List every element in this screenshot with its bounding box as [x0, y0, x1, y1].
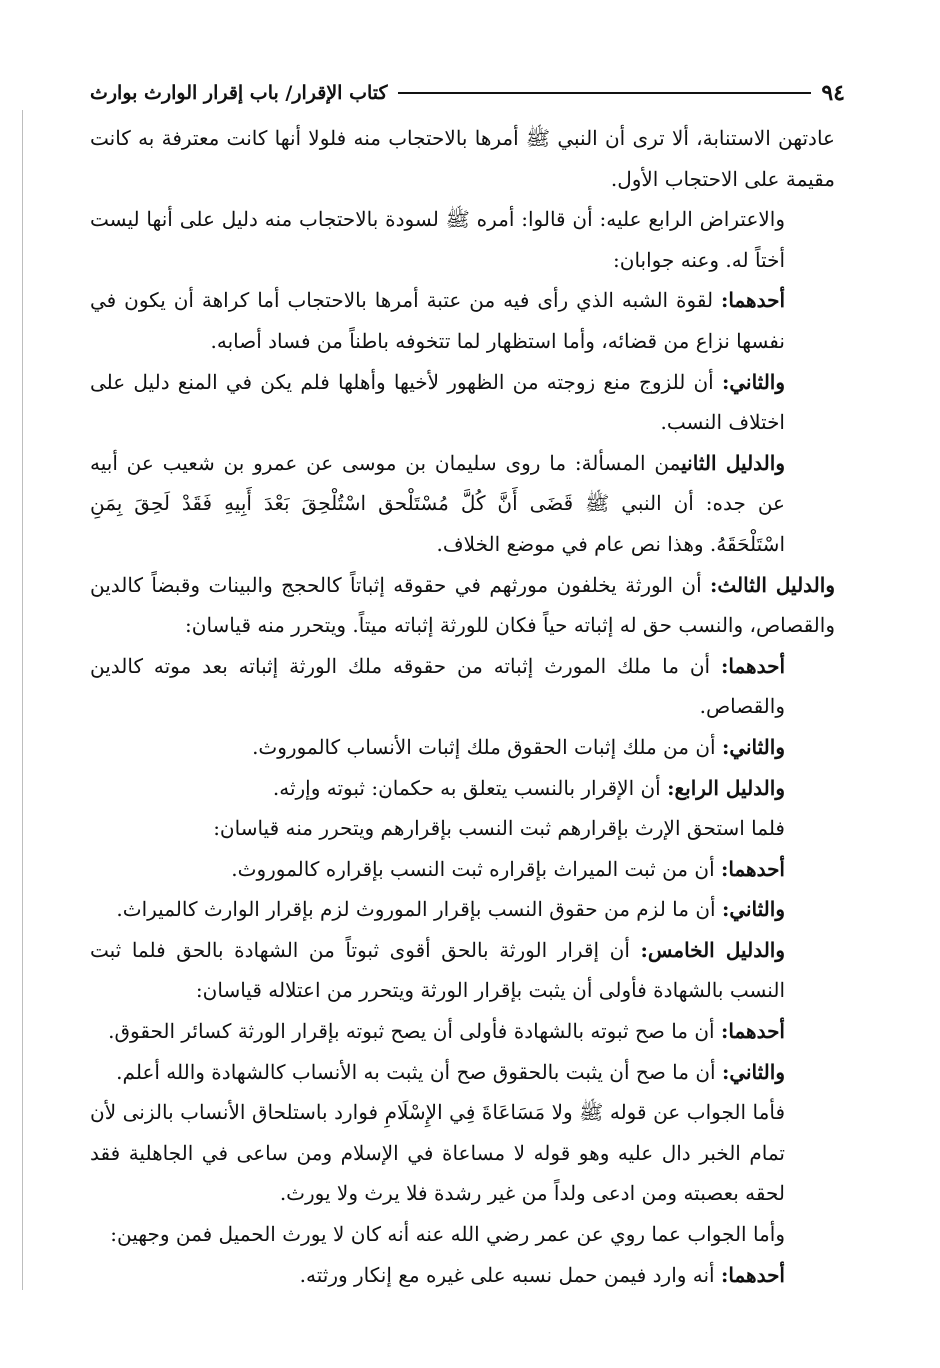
header-rule	[398, 92, 812, 94]
paragraph-head: أحدهما:	[720, 1262, 785, 1287]
paragraph: والثاني: أن من ملك إثبات الحقوق ملك إثبات الأنساب كالموروث.	[252, 734, 785, 759]
page-header	[90, 78, 845, 108]
paragraph: والدليل الثانيمن المسألة: ما روى سليمان بن موسى عن عمرو بن شعيب عن أبيه عن جده: أن النبي ﷺ قَضَى أَنَّ كُلَّ مُسْتَلْحق اسْتُلْحِقَ بَعْدَ أَبِيهِ فَقَدْ لَحِقَ بِمَنِ اسْتَلْحَقَهُ. وهذا نص عام في موضع الخلاف.	[90, 450, 785, 556]
paragraph-head: والثاني:	[721, 897, 785, 922]
paragraph-head: والدليل الثالث:	[710, 572, 835, 597]
paragraph: والثاني: أن للزوج منع زوجته من الظهور لأخيها وأهلها فلم يكن في المنع دليل على اختلاف النسب.	[90, 369, 786, 435]
paragraph: والثاني: أن ما لزم من حقوق النسب بإقرار الموروث لزم بإقرار الوارث كالميراث.	[116, 897, 785, 922]
paragraph: أحدهما: أنه وارد فيمن حمل نسبه على غيره مع إنكار ورثته.	[299, 1262, 785, 1287]
paragraph: والثاني: أن ما صح أن يثبت بالحقوق صح أن يثبت به الأنساب كالشهادة والله أعلم.	[116, 1059, 785, 1084]
paragraph: أحدهما: لقوة الشبه الذي رأى فيه من عتبة أمرها بالاحتجاب أما كراهة أن يكون في نفسها نزاع من قضائه، وأما استظهار لما تتخوفه باطناً من فساد أصابه.	[90, 288, 786, 353]
paragraph: عادتهن الاستنابة، ألا ترى أن النبي ﷺ أمرها بالاحتجاب منه فلولا أنها كانت معترفة به كانت مقيمة على الاحتجاب الأول.	[90, 126, 835, 191]
paragraph: فأما الجواب عن قوله ﷺ ولا مَسَاعَاةَ فِي الإِسْلَامِ فوارد باستلحاق الأنساب بالزنى لأن تمام الخبر دال عليه وهو قوله لا مساعاة في الإسلام ومن ساعى في الجاهلية فقد لحقه بعصبته ومن ادعى ولداً من غير رشدة فلا يرث ولا يورث.	[90, 1100, 785, 1206]
paragraph-head: والثاني:	[721, 1059, 785, 1084]
paragraph-head: أحدهما:	[721, 288, 786, 313]
paragraph: والاعتراض الرابع عليه: أن قالوا: أمره ﷺ لسودة بالاحتجاب منه دليل على أنها ليست أختاً له. وعنه جوابان:	[90, 207, 785, 272]
paragraph-head: والدليل الخامس:	[640, 937, 785, 962]
paragraph-head: والثاني:	[721, 734, 785, 759]
paragraph: أحدهما: أن من ثبت الميراث بإقراره ثبت النسب بإقراره كالموروث.	[231, 856, 785, 881]
paragraph-head: أحدهما:	[721, 653, 786, 678]
page-number: ٩٤	[821, 80, 845, 106]
paragraph: والدليل الخامس: أن إقرار الورثة بالحق أقوى ثبوتاً من الشهادة بالحق فلما ثبت النسب بالشهادة فأولى أن يثبت بإقرار الورثة ويتحرر من اعتلاله قياسان:	[90, 937, 785, 1003]
paragraph-head: والدليل الثاني	[681, 450, 785, 475]
paragraph-head: والثاني:	[721, 369, 786, 394]
paragraph-head: أحدهما:	[720, 1019, 785, 1044]
paragraph: فلما استحق الإرث بإقرارهم ثبت النسب بإقرارهم ويتحرر منه قياسان:	[213, 816, 785, 841]
paragraph: والدليل الثالث: أن الورثة يخلفون مورثهم في حقوقه إثباتاً كالحجج والبينات وقبضاً كالدين والقصاص، والنسب حق له إثباته حياً فكان للورثة إثباته ميتاً. ويتحرر منه قياسان:	[90, 572, 835, 638]
margin-rule	[22, 110, 23, 1290]
paragraph: والدليل الرابع: أن الإقرار بالنسب يتعلق به حكمان: ثبوته وإرثه.	[272, 775, 785, 800]
running-title: كتاب الإقرار/ باب إقرار الوارث بوارث	[90, 82, 388, 104]
paragraph-head: والدليل الرابع:	[667, 775, 785, 800]
paragraph: أحدهما: أن ما صح ثبوته بالشهادة فأولى أن يصح ثبوته بإقرار الورثة كسائر الحقوق.	[108, 1019, 785, 1044]
paragraph: وأما الجواب عما روي عن عمر رضي الله عنه أنه كان لا يورث الحميل فمن وجهين:	[110, 1222, 785, 1247]
body-text	[90, 118, 835, 1295]
paragraph: أحدهما: أن ما ملك المورث إثباته من حقوقه ملك الورثة إثباته بعد موته كالدين والقصاص.	[90, 653, 786, 719]
paragraph-head: أحدهما:	[720, 856, 785, 881]
